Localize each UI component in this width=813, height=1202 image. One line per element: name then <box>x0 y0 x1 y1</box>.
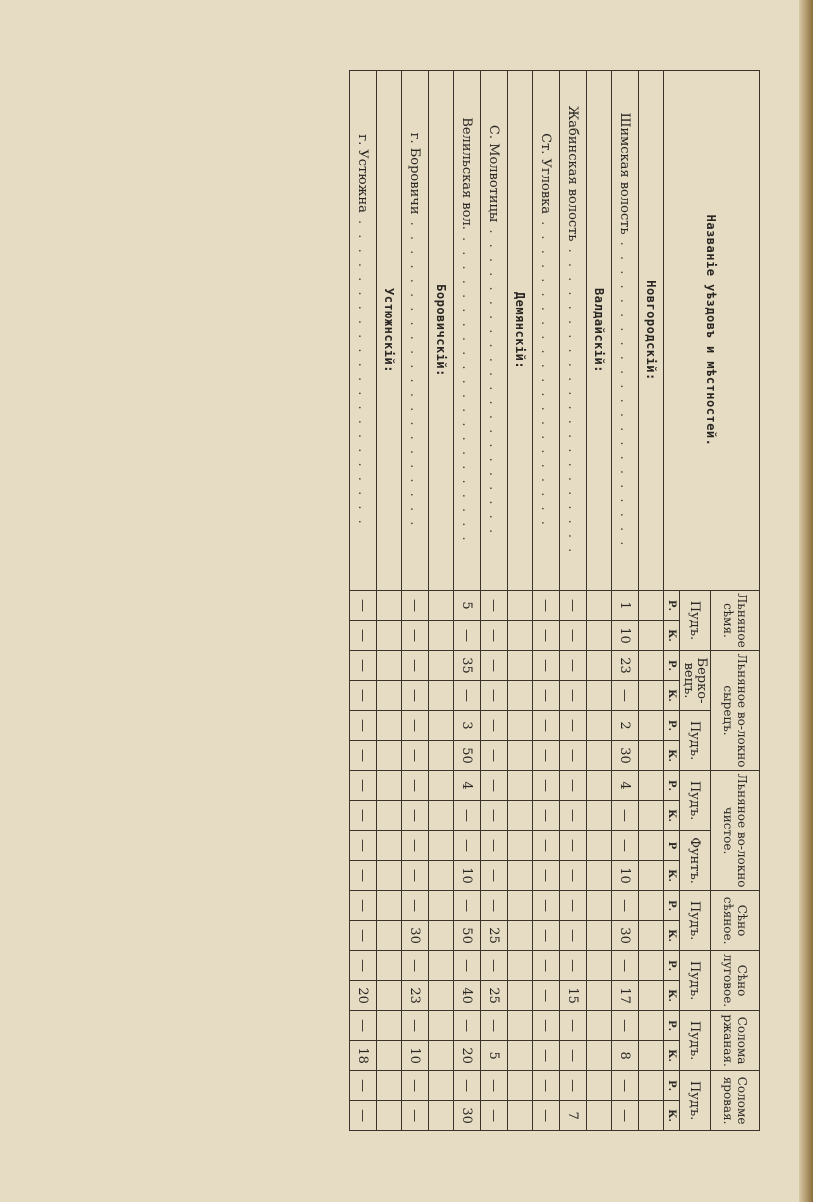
price-cell: — <box>481 771 508 801</box>
empty-cell <box>639 771 664 801</box>
empty-cell <box>508 981 533 1011</box>
empty-cell <box>377 1041 402 1071</box>
price-cell: 18 <box>350 1041 377 1071</box>
empty-cell <box>429 681 454 711</box>
price-cell: — <box>454 681 481 711</box>
price-cell: — <box>350 681 377 711</box>
empty-cell <box>639 1071 664 1101</box>
table-row <box>560 71 587 1131</box>
empty-cell <box>508 681 533 711</box>
price-cell: — <box>481 651 508 681</box>
district-name: Демянскій: <box>513 291 527 370</box>
price-cell: — <box>533 831 560 861</box>
price-cell: 10 <box>612 861 639 891</box>
empty-cell <box>639 921 664 951</box>
empty-cell <box>587 771 612 801</box>
leader-dots: . . . . . . . . . . . . . . . . . . . . . . <box>459 229 475 544</box>
price-cell: — <box>533 711 560 741</box>
price-cell: — <box>533 951 560 981</box>
price-cell: — <box>481 621 508 651</box>
price-cell: — <box>560 1011 587 1041</box>
price-cell: 4 <box>454 771 481 801</box>
price-cell: — <box>350 921 377 951</box>
price-cell: — <box>612 891 639 921</box>
empty-cell <box>508 1011 533 1041</box>
empty-cell <box>377 1011 402 1041</box>
empty-cell <box>429 801 454 831</box>
rubles-subheader: Р. <box>664 951 680 981</box>
price-cell: 4 <box>612 771 639 801</box>
price-table <box>349 70 760 1131</box>
empty-cell <box>508 771 533 801</box>
price-cell: 40 <box>454 981 481 1011</box>
unit-header: Пудъ. <box>680 711 711 771</box>
empty-cell <box>377 801 402 831</box>
price-cell: 8 <box>612 1041 639 1071</box>
empty-cell <box>429 921 454 951</box>
price-cell: — <box>402 831 429 861</box>
empty-cell <box>429 771 454 801</box>
price-cell: — <box>560 831 587 861</box>
price-cell: 30 <box>612 921 639 951</box>
empty-cell <box>429 1101 454 1131</box>
price-cell: — <box>533 981 560 1011</box>
place-name: Шимская волость <box>617 112 633 235</box>
empty-cell <box>587 681 612 711</box>
district-row <box>587 71 612 1131</box>
empty-cell <box>508 1071 533 1101</box>
empty-cell <box>587 801 612 831</box>
empty-cell <box>429 951 454 981</box>
price-cell: — <box>350 1071 377 1101</box>
commodity-header: Соломе яровая. <box>711 1071 760 1131</box>
price-cell: — <box>350 801 377 831</box>
rubles-subheader: Р. <box>664 651 680 681</box>
empty-cell <box>508 651 533 681</box>
empty-cell <box>587 621 612 651</box>
price-cell: — <box>560 951 587 981</box>
price-cell: — <box>481 711 508 741</box>
price-cell: — <box>402 891 429 921</box>
empty-cell <box>639 981 664 1011</box>
price-cell: — <box>454 801 481 831</box>
table-row <box>350 71 377 1131</box>
empty-cell <box>508 861 533 891</box>
empty-cell <box>508 711 533 741</box>
empty-cell <box>429 1071 454 1101</box>
price-cell: 10 <box>402 1041 429 1071</box>
place-name: Ст. Угловка <box>538 133 554 215</box>
price-cell: — <box>560 651 587 681</box>
unit-header: Пудъ. <box>680 891 711 951</box>
empty-cell <box>639 951 664 981</box>
kopecks-subheader: К. <box>664 861 680 891</box>
price-cell: — <box>402 651 429 681</box>
empty-cell <box>429 981 454 1011</box>
unit-header: Берко-вецъ. <box>680 651 711 711</box>
empty-cell <box>377 741 402 771</box>
price-cell: 35 <box>454 651 481 681</box>
price-cell: — <box>402 591 429 621</box>
rubles-subheader: Р. <box>664 591 680 621</box>
price-cell: — <box>533 1011 560 1041</box>
table-row <box>612 71 639 1131</box>
price-cell: — <box>533 801 560 831</box>
price-cell: — <box>533 1071 560 1101</box>
empty-cell <box>639 1041 664 1071</box>
empty-cell <box>639 831 664 861</box>
commodity-header: Льняное сѣмя. <box>711 591 760 651</box>
leader-dots: . . . . . . . . . . . . . . . . . . . . . . <box>407 214 423 529</box>
empty-cell <box>587 1011 612 1041</box>
price-cell: — <box>402 681 429 711</box>
price-cell: — <box>533 771 560 801</box>
price-cell: 30 <box>402 921 429 951</box>
price-cell: — <box>481 951 508 981</box>
empty-cell <box>377 651 402 681</box>
empty-cell <box>508 801 533 831</box>
price-cell: — <box>612 831 639 861</box>
empty-cell <box>639 801 664 831</box>
empty-cell <box>639 741 664 771</box>
empty-cell <box>587 831 612 861</box>
empty-cell <box>587 741 612 771</box>
price-cell: — <box>612 951 639 981</box>
price-cell: 5 <box>481 1041 508 1071</box>
price-cell: — <box>350 741 377 771</box>
price-cell: — <box>402 1011 429 1041</box>
rotated-ledger-page <box>52 70 760 1130</box>
district-name: Устюжнскій: <box>382 288 396 373</box>
price-cell: — <box>454 831 481 861</box>
empty-cell <box>508 831 533 861</box>
commodity-header: Льняное во-локно чистое. <box>711 771 760 891</box>
unit-header: Пудъ. <box>680 771 711 831</box>
leader-dots: . . . . . . . . . . . . . . . . . . . . . . <box>355 212 371 527</box>
price-cell: 30 <box>612 741 639 771</box>
kopecks-subheader: К. <box>664 681 680 711</box>
unit-header: Фунтъ. <box>680 831 711 891</box>
empty-cell <box>587 591 612 621</box>
price-cell: — <box>402 771 429 801</box>
rubles-subheader: Р <box>664 831 680 861</box>
empty-cell <box>587 1071 612 1101</box>
place-name: Велильская вол. <box>459 117 475 230</box>
kopecks-subheader: К. <box>664 621 680 651</box>
price-cell: 50 <box>454 921 481 951</box>
empty-cell <box>587 1101 612 1131</box>
district-row <box>377 71 402 1131</box>
empty-cell <box>508 591 533 621</box>
price-cell: — <box>481 831 508 861</box>
place-name: г. Устюжна <box>355 134 371 213</box>
price-cell: — <box>454 1071 481 1101</box>
district-name: Валдайскій: <box>592 288 606 373</box>
empty-cell <box>377 921 402 951</box>
price-cell: — <box>533 621 560 651</box>
price-cell: — <box>481 741 508 771</box>
empty-cell <box>377 771 402 801</box>
price-cell: — <box>402 951 429 981</box>
price-cell: — <box>560 681 587 711</box>
kopecks-subheader: К. <box>664 801 680 831</box>
empty-cell <box>377 681 402 711</box>
price-cell: 25 <box>481 921 508 951</box>
empty-cell <box>429 591 454 621</box>
leader-dots: . . . . . . . . . . . . . . . . . . . . . . <box>486 222 502 537</box>
names-column-header: Названіе уѣздовъ и мѣстностей. <box>664 71 760 591</box>
kopecks-subheader: К. <box>664 981 680 1011</box>
price-cell: — <box>533 891 560 921</box>
price-cell: — <box>533 1101 560 1131</box>
price-cell: — <box>560 741 587 771</box>
empty-cell <box>429 711 454 741</box>
price-cell: — <box>560 801 587 831</box>
page-edge <box>799 0 813 1202</box>
price-cell: 17 <box>612 981 639 1011</box>
district-row <box>508 71 533 1131</box>
table-row <box>481 71 508 1131</box>
empty-cell <box>508 1101 533 1131</box>
empty-cell <box>587 861 612 891</box>
price-cell: — <box>533 861 560 891</box>
price-cell: — <box>402 1101 429 1131</box>
price-cell: — <box>350 621 377 651</box>
empty-cell <box>639 591 664 621</box>
price-cell: — <box>350 651 377 681</box>
empty-cell <box>377 1101 402 1131</box>
price-cell: — <box>454 621 481 651</box>
price-cell: — <box>560 861 587 891</box>
empty-cell <box>377 831 402 861</box>
price-cell: — <box>350 591 377 621</box>
empty-cell <box>587 951 612 981</box>
price-cell: — <box>350 891 377 921</box>
price-cell: — <box>350 861 377 891</box>
commodity-header: Льняное во-локно сырецъ. <box>711 651 760 771</box>
table-row <box>533 71 560 1131</box>
district-name: Новгородскій: <box>644 280 658 381</box>
price-cell: — <box>481 1101 508 1131</box>
price-cell: — <box>481 681 508 711</box>
price-cell: — <box>481 801 508 831</box>
price-cell: — <box>402 711 429 741</box>
price-cell: — <box>402 621 429 651</box>
empty-cell <box>377 1071 402 1101</box>
rubles-subheader: Р. <box>664 771 680 801</box>
price-cell: — <box>402 741 429 771</box>
empty-cell <box>429 621 454 651</box>
empty-cell <box>508 951 533 981</box>
kopecks-subheader: К. <box>664 1041 680 1071</box>
kopecks-subheader: К. <box>664 921 680 951</box>
price-cell: — <box>560 891 587 921</box>
empty-cell <box>587 981 612 1011</box>
price-cell: 50 <box>454 741 481 771</box>
price-cell: — <box>454 1011 481 1041</box>
empty-cell <box>639 891 664 921</box>
price-cell: 23 <box>402 981 429 1011</box>
table-row <box>402 71 429 1131</box>
empty-cell <box>639 711 664 741</box>
price-cell: — <box>454 951 481 981</box>
place-name: г. Боровичи <box>407 132 423 215</box>
price-cell: — <box>481 1011 508 1041</box>
price-cell: — <box>481 861 508 891</box>
price-cell: — <box>350 951 377 981</box>
price-cell: — <box>533 651 560 681</box>
price-cell: 2 <box>612 711 639 741</box>
empty-cell <box>429 891 454 921</box>
price-cell: — <box>481 591 508 621</box>
empty-cell <box>377 861 402 891</box>
price-cell: 10 <box>612 621 639 651</box>
price-cell: — <box>533 1041 560 1071</box>
price-cell: — <box>612 801 639 831</box>
price-cell: — <box>454 891 481 921</box>
price-cell: — <box>350 831 377 861</box>
empty-cell <box>377 951 402 981</box>
price-cell: — <box>481 1071 508 1101</box>
empty-cell <box>508 621 533 651</box>
price-cell: — <box>560 771 587 801</box>
price-cell: — <box>350 711 377 741</box>
empty-cell <box>429 1041 454 1071</box>
price-cell: 23 <box>612 651 639 681</box>
empty-cell <box>587 1041 612 1071</box>
price-cell: — <box>560 711 587 741</box>
district-row <box>429 71 454 1131</box>
kopecks-subheader: К. <box>664 741 680 771</box>
empty-cell <box>377 711 402 741</box>
price-cell: — <box>533 681 560 711</box>
district-name: Боровичскій: <box>434 284 448 377</box>
price-cell: — <box>350 1101 377 1131</box>
empty-cell <box>587 921 612 951</box>
price-cell: — <box>560 621 587 651</box>
price-cell: 15 <box>560 981 587 1011</box>
empty-cell <box>429 741 454 771</box>
price-cell: — <box>560 1041 587 1071</box>
empty-cell <box>639 1101 664 1131</box>
empty-cell <box>429 861 454 891</box>
rubles-subheader: Р. <box>664 711 680 741</box>
price-cell: — <box>612 1101 639 1131</box>
price-cell: 25 <box>481 981 508 1011</box>
price-cell: — <box>533 591 560 621</box>
commodity-header: Солома ржаная. <box>711 1011 760 1071</box>
leader-dots: . . . . . . . . . . . . . . . . . . . . . . <box>538 214 554 528</box>
price-cell: — <box>560 921 587 951</box>
place-name: Жабинская волость <box>565 105 581 242</box>
unit-header: Пудъ. <box>680 951 711 1011</box>
price-cell: 3 <box>454 711 481 741</box>
commodity-header: Сѣно сѣяное. <box>711 891 760 951</box>
price-cell: — <box>481 891 508 921</box>
price-cell: 5 <box>454 591 481 621</box>
price-cell: — <box>612 681 639 711</box>
empty-cell <box>639 621 664 651</box>
rubles-subheader: Р. <box>664 1011 680 1041</box>
price-cell: 20 <box>454 1041 481 1071</box>
empty-cell <box>377 981 402 1011</box>
empty-cell <box>508 921 533 951</box>
price-cell: — <box>350 771 377 801</box>
price-cell: 20 <box>350 981 377 1011</box>
empty-cell <box>508 1041 533 1071</box>
price-cell: 10 <box>454 861 481 891</box>
empty-cell <box>639 681 664 711</box>
price-cell: — <box>612 1071 639 1101</box>
price-cell: 30 <box>454 1101 481 1131</box>
empty-cell <box>377 621 402 651</box>
empty-cell <box>508 741 533 771</box>
price-cell: — <box>560 1071 587 1101</box>
empty-cell <box>429 831 454 861</box>
unit-header: Пудъ. <box>680 1071 711 1131</box>
price-cell: — <box>350 1011 377 1041</box>
empty-cell <box>377 891 402 921</box>
rubles-subheader: Р. <box>664 891 680 921</box>
empty-cell <box>429 651 454 681</box>
unit-header: Пудъ. <box>680 591 711 651</box>
rubles-subheader: Р. <box>664 1071 680 1101</box>
empty-cell <box>508 891 533 921</box>
price-cell: — <box>560 591 587 621</box>
district-row <box>639 71 664 1131</box>
kopecks-subheader: К. <box>664 1101 680 1131</box>
empty-cell <box>587 891 612 921</box>
empty-cell <box>639 1011 664 1041</box>
price-cell: — <box>533 921 560 951</box>
leader-dots: . . . . . . . . . . . . . . . . . . . . . . <box>565 241 581 556</box>
price-cell: — <box>402 861 429 891</box>
leader-dots: . . . . . . . . . . . . . . . . . . . . . . <box>617 234 633 549</box>
commodity-header: Сѣно луговое. <box>711 951 760 1011</box>
empty-cell <box>377 591 402 621</box>
price-cell: 1 <box>612 591 639 621</box>
empty-cell <box>587 711 612 741</box>
table-row <box>454 71 481 1131</box>
empty-cell <box>429 1011 454 1041</box>
price-cell: — <box>402 801 429 831</box>
price-cell: — <box>533 741 560 771</box>
price-cell: — <box>612 1011 639 1041</box>
place-name: С. Молвотицы <box>486 124 502 223</box>
price-cell: 7 <box>560 1101 587 1131</box>
empty-cell <box>639 651 664 681</box>
empty-cell <box>639 861 664 891</box>
unit-header: Пудъ. <box>680 1011 711 1071</box>
empty-cell <box>587 651 612 681</box>
price-cell: — <box>402 1071 429 1101</box>
